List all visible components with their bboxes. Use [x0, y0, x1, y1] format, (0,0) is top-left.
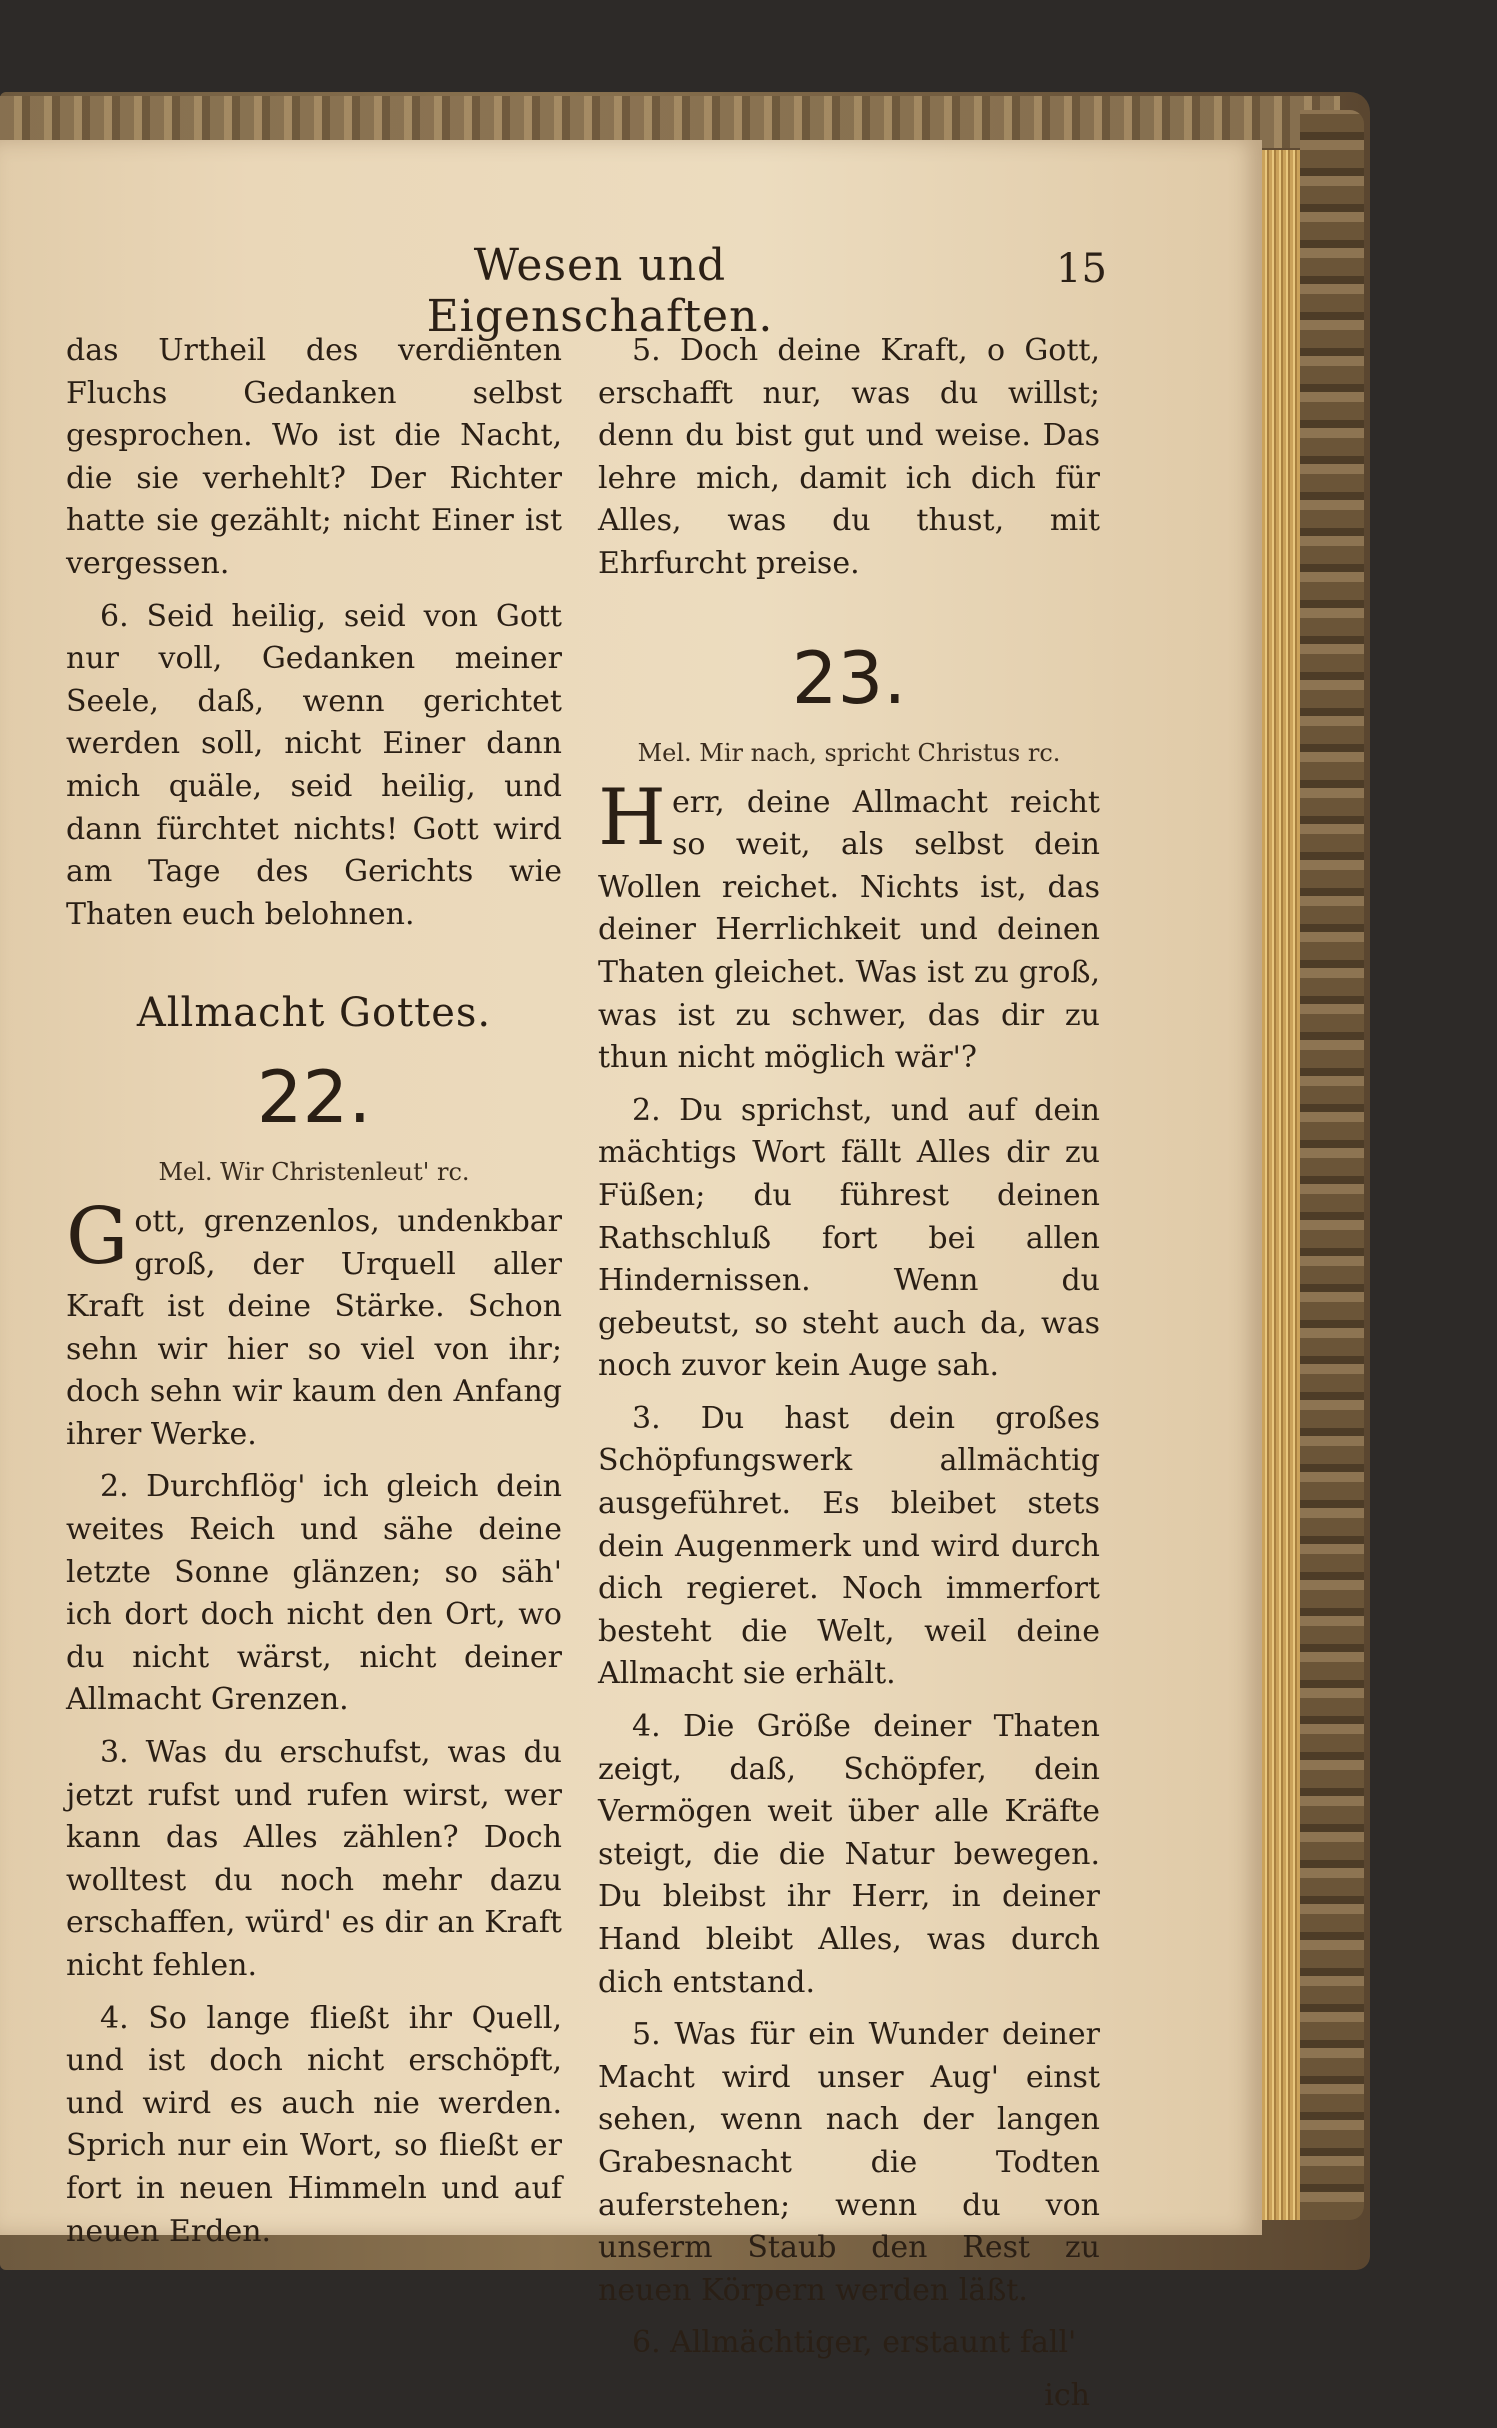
left-column — [66, 330, 562, 2263]
hymn-23-verse-6: 6. Allmächtiger, erstaunt fall' — [632, 2325, 1077, 2361]
hymn-23-verse-3: 3. Du hast dein großes Schöpfungswerk allmächtig ausgeführet. Es bleibet stets dein Augenmerk und wird durch dich regieret. Noch immerfort besteht die Welt, weil deine Allmacht sie erhält. — [598, 1400, 1100, 1692]
drop-cap-initial: G — [66, 1191, 129, 1282]
continued-verse-paragraph: das Urtheil des verdienten Fluchs Gedanken selbst gesprochen. Wo ist die Nacht, die sie verhehlt? Der Richter hatte sie gezählt; nicht Einer ist vergessen. — [66, 333, 562, 581]
right-column — [598, 330, 1100, 2428]
hymn-22-verse-3: 3. Was du erschufst, was du jetzt rufst und rufen wirst, wer kann das Alles zählen? Doch wolltest du noch mehr dazu erschaffen, würd' es dir an Kraft nicht fehlen. — [66, 1735, 562, 1983]
hymn-number-22: 22. — [256, 1054, 372, 1139]
verse-text: ott, grenzenlos, undenkbar groß, der Urquell aller Kraft ist deine Stärke. Schon sehn wir hier so viel von ihr; doch sehn wir kaum den Anfang ihrer Werke. — [66, 1203, 562, 1452]
melody-line-23: Mel. Mir nach, spricht Christus rc. — [637, 738, 1061, 767]
hymn-22-verse-2: 2. Durchflög' ich gleich dein weites Reich und sähe deine letzte Sonne glänzen; so säh' ich dort doch nicht den Ort, wo du nicht wärst, nicht deiner Allmacht Grenzen. — [66, 1469, 562, 1718]
melody-line-22: Mel. Wir Christenleut' rc. — [158, 1157, 470, 1186]
hymn-23-verse-1 — [598, 772, 1100, 1080]
hymn-22-verse-1 — [66, 1191, 562, 1457]
drop-cap-initial: H — [598, 772, 667, 863]
catchword: ich — [1044, 2377, 1090, 2413]
verse-text: err, deine Allmacht reicht so weit, als selbst dein Wollen reichet. Nichts ist, das deiner Herrlichkeit und deinen Thaten gleichet. Was ist zu groß, was ist zu schwer, das dir zu thun nicht möglich wär'? — [598, 784, 1100, 1076]
hymn-number-23: 23. — [791, 635, 907, 720]
hymn-22-verse-5: 5. Doch deine Kraft, o Gott, erschafft nur, was du willst; denn du bist gut und weise. Das lehre mich, damit ich dich für Alles, was du thust, mit Ehrfurcht preise. — [598, 333, 1100, 581]
running-header-title: Wesen und Eigenschaften. — [426, 240, 774, 342]
hymn-23-verse-4: 4. Die Größe deiner Thaten zeigt, daß, Schöpfer, dein Vermögen weit über alle Kräfte steigt, die die Natur bewegen. Du bleibst ihr Herr, in deiner Hand bleibt Alles, was durch dich entstand. — [598, 1709, 1100, 2000]
hymn-23-verse-5: 5. Was für ein Wunder deiner Macht wird unser Aug' einst sehen, wenn nach der langen Grabesnacht die Todten auferstehen; wenn du von unserm Staub den Rest zu neuen Körpern werden läßt. — [598, 2017, 1100, 2308]
book-spine-decoration — [1300, 110, 1364, 2220]
hymn-23-verse-2: 2. Du sprichst, und auf dein mächtigs Wort fällt Alles dir zu Füßen; du führest deinen Rathschluß fort bei allen Hindernissen. Wenn du gebeutst, so steht auch da, was noch zuvor kein Auge sah. — [598, 1092, 1100, 1384]
verse-6-paragraph: 6. Seid heilig, seid von Gott nur voll, Gedanken meiner Seele, daß, wenn gerichtet werden soll, nicht Einer dann mich quäle, seid heilig, und dann fürchtet nichts! Gott wird am Tage des Gerichts wie Thaten euch belohnen. — [66, 598, 562, 932]
hymn-22-verse-4: 4. So lange fließt ihr Quell, und ist doch nicht erschöpft, und wird es auch nie werden. Sprich nur ein Wort, so fließt er fort in neuen Himmeln und auf neuen Erden. — [66, 2000, 562, 2249]
page-number: 15 — [1056, 246, 1107, 292]
section-title: Allmacht Gottes. — [136, 990, 492, 1037]
gilt-page-edges — [1262, 150, 1300, 2220]
